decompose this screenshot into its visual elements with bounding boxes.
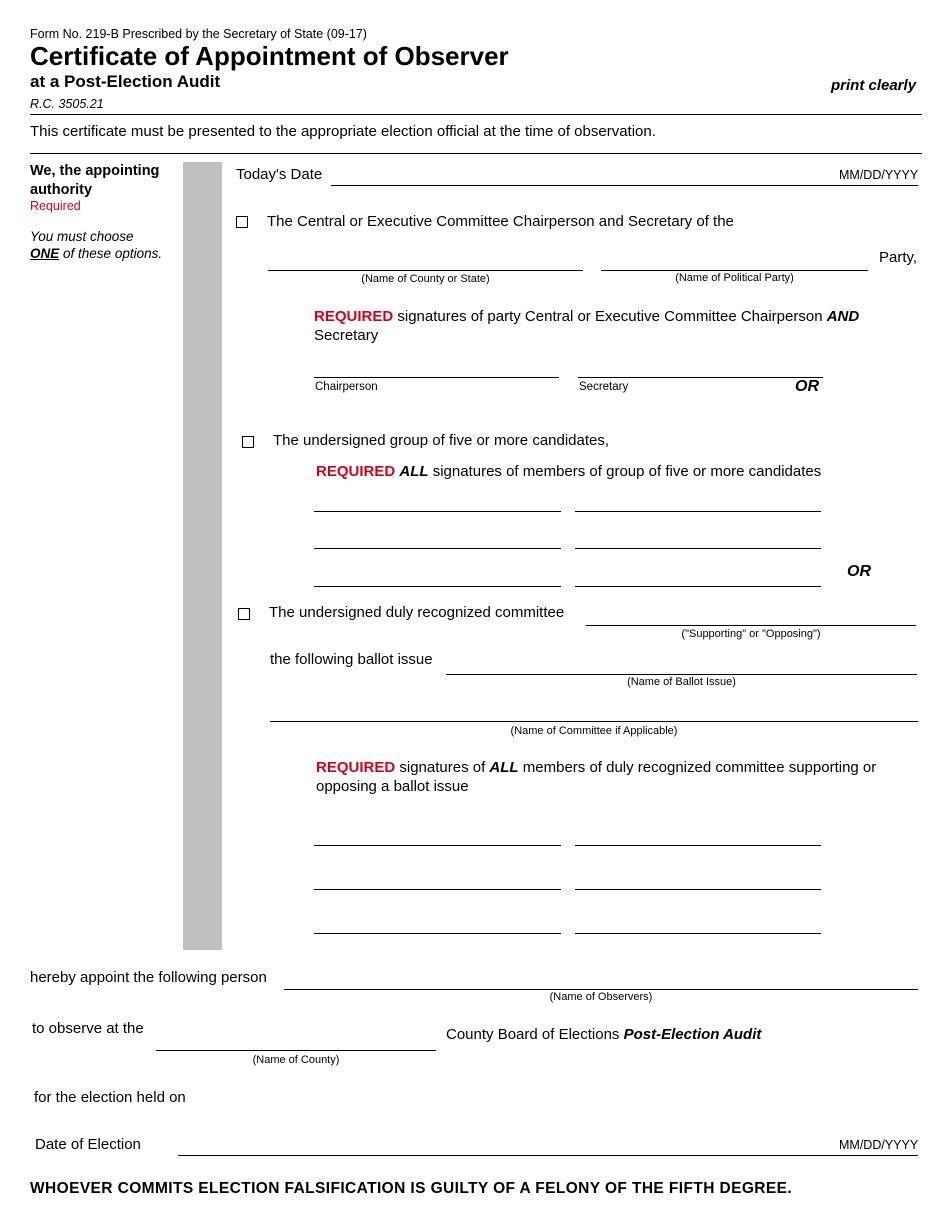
candidate-signature-field[interactable] (575, 491, 821, 511)
ballot-issue-line (446, 674, 917, 675)
option1-required-text: signatures of party Central or Executive Committee Chairperson (397, 308, 823, 325)
candidate-signature-field[interactable] (575, 528, 821, 548)
candidate-signature-field[interactable] (314, 566, 561, 586)
committee-name-field[interactable] (270, 701, 918, 721)
secretary-signature-field[interactable] (578, 357, 823, 377)
supporting-opposing-field[interactable] (586, 605, 916, 625)
committee-member-signature-line (575, 889, 821, 890)
page-title: Certificate of Appointment of Observer (30, 41, 509, 71)
political-party-line (601, 270, 868, 271)
secretary-caption: Secretary (579, 381, 629, 393)
candidate-signature-field[interactable] (575, 566, 821, 586)
option1-required-note (314, 307, 904, 345)
page-subtitle: at a Post-Election Audit (30, 72, 221, 91)
election-date-format: MM/DD/YYYY (839, 1138, 919, 1152)
candidate-signature-field[interactable] (314, 528, 561, 548)
option1-required-text-2: Secretary (314, 327, 379, 344)
header-divider (30, 114, 922, 115)
election-held-label: for the election held on (34, 1089, 186, 1106)
ballot-issue-caption: (Name of Ballot Issue) (627, 676, 736, 688)
committee-member-signature-field[interactable] (575, 913, 821, 933)
committee-member-signature-line (575, 933, 821, 934)
option2-required-note (316, 463, 821, 480)
or-keyword-1: OR (795, 378, 819, 395)
supporting-opposing-line (586, 625, 916, 626)
chairperson-caption: Chairperson (315, 381, 378, 393)
required-keyword: REQUIRED (316, 463, 396, 480)
section-divider (30, 153, 922, 154)
option1-checkbox[interactable] (236, 216, 248, 228)
option3-required-text-2: members of duly recognized committee supporting or (522, 759, 877, 776)
appoint-label: hereby appoint the following person (30, 969, 267, 986)
committee-name-caption: (Name of Committee if Applicable) (510, 725, 678, 737)
party-label: Party, (879, 249, 918, 266)
presentation-notice: This certificate must be presented to the appropriate election official at the time of observation. (30, 123, 656, 140)
committee-member-signature-line (314, 845, 561, 846)
county-name-caption: (Name of County) (252, 1054, 340, 1066)
todays-date-line (331, 185, 918, 186)
option3-required-note (316, 758, 916, 796)
all-keyword: ALL (399, 463, 429, 480)
choose-one-instruction (30, 246, 162, 261)
option3-text: The undersigned duly recognized committee (269, 604, 565, 621)
candidate-signature-field[interactable] (314, 491, 561, 511)
candidate-signature-line (314, 511, 561, 512)
gray-sidebar-bar (183, 162, 222, 950)
committee-name-line (270, 721, 918, 722)
required-label: Required (30, 199, 81, 213)
observer-name-field[interactable] (284, 969, 918, 989)
appointing-authority-heading: We, the appointing authority (30, 163, 160, 198)
post-election-audit-text: Post-Election Audit (623, 1026, 762, 1043)
one-emphasis: ONE (30, 246, 60, 261)
county-name-field[interactable] (156, 1030, 436, 1050)
option3-checkbox[interactable] (238, 608, 250, 620)
committee-member-signature-line (314, 889, 561, 890)
and-keyword: AND (826, 308, 860, 325)
falsification-warning: WHOEVER COMMITS ELECTION FALSIFICATION IS GUILTY OF A FELONY OF THE FIFTH DEGREE. (30, 1180, 793, 1197)
county-or-state-caption: (Name of County or State) (361, 273, 490, 285)
chairperson-signature-line (314, 377, 559, 378)
candidate-signature-line (575, 548, 821, 549)
candidate-signature-line (575, 511, 821, 512)
county-name-line (156, 1050, 436, 1051)
candidate-signature-line (314, 586, 561, 587)
option2-checkbox[interactable] (242, 436, 254, 448)
option2-required-text: signatures of members of group of five or more candidates (432, 463, 822, 480)
todays-date-label: Today's Date (236, 166, 323, 183)
option3-required-text: signatures of (399, 759, 486, 776)
supporting-opposing-caption: ("Supporting" or "Opposing") (681, 628, 821, 640)
political-party-caption: (Name of Political Party) (675, 272, 794, 284)
candidate-signature-line (575, 586, 821, 587)
secretary-signature-line (578, 377, 823, 378)
or-keyword-2: OR (847, 563, 871, 580)
observer-name-line (284, 989, 918, 990)
chairperson-signature-field[interactable] (314, 357, 559, 377)
or-separator-1 (795, 378, 819, 396)
committee-member-signature-field[interactable] (575, 825, 821, 845)
county-or-state-line (268, 270, 583, 271)
choose-instruction: You must choose (30, 229, 134, 244)
board-text: County Board of Elections (446, 1026, 620, 1043)
committee-member-signature-field[interactable] (314, 913, 561, 933)
election-date-field[interactable] (178, 1135, 918, 1155)
option3-required-text-3: opposing a ballot issue (316, 778, 469, 795)
election-date-line (178, 1155, 918, 1156)
or-separator-2 (847, 563, 871, 581)
all-keyword: ALL (489, 759, 519, 776)
board-of-elections-text (446, 1026, 761, 1043)
print-clearly-note: print clearly (831, 77, 917, 94)
todays-date-field[interactable] (331, 164, 918, 184)
required-keyword: REQUIRED (314, 308, 394, 325)
choose-one-suffix: of these options. (63, 246, 163, 261)
date-of-election-label: Date of Election (35, 1136, 141, 1153)
committee-member-signature-line (575, 845, 821, 846)
statute-code: R.C. 3505.21 (30, 97, 104, 111)
observer-name-caption: (Name of Observers) (549, 991, 653, 1003)
ballot-issue-field[interactable] (446, 654, 917, 674)
committee-member-signature-line (314, 933, 561, 934)
ballot-issue-label: the following ballot issue (270, 651, 433, 668)
required-keyword: REQUIRED (316, 759, 396, 776)
county-or-state-field[interactable] (268, 250, 583, 270)
observe-at-label: to observe at the (32, 1020, 144, 1037)
committee-member-signature-field[interactable] (314, 825, 561, 845)
form-number: Form No. 219-B Prescribed by the Secretary of State (09-17) (30, 27, 367, 41)
candidate-signature-line (314, 548, 561, 549)
option1-text: The Central or Executive Committee Chairperson and Secretary of the (267, 213, 734, 230)
todays-date-format: MM/DD/YYYY (839, 168, 919, 182)
committee-member-signature-field[interactable] (314, 869, 561, 889)
committee-member-signature-field[interactable] (575, 869, 821, 889)
option2-text: The undersigned group of five or more candidates, (273, 432, 610, 449)
political-party-field[interactable] (601, 250, 868, 270)
